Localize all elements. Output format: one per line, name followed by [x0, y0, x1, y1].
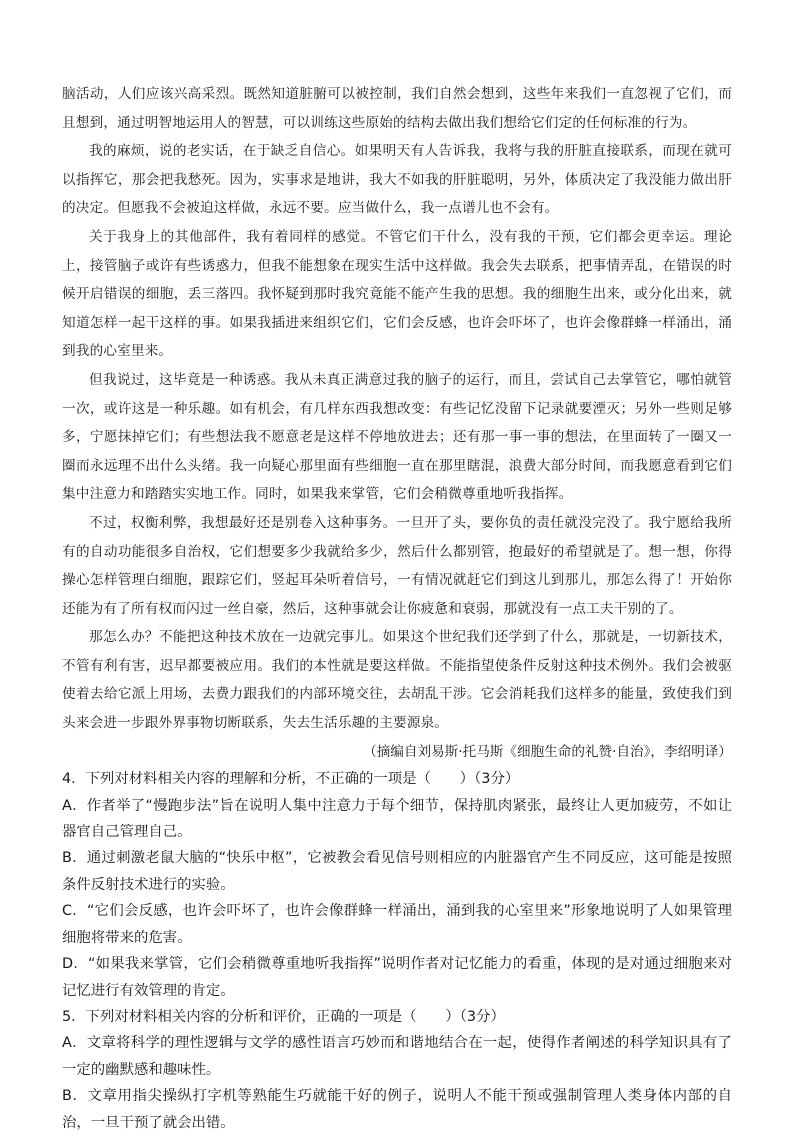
passage-paragraph-4: 但我说过，这毕竟是一种诱惑。我从未真正满意过我的脑子的运行，而且，尝试自己去掌管它，哪怕就管一次，或许这是一种乐趣。如有机会，有几样东西我想改变：有些记忆没留下记录就要湮灭；另外一些则足够多，宁愿抹掉它们；有些想法我不愿意老是这样不停地放进去；还有那一事一事的想法，在里面转了一圈又一圈而永远理不出什么头绪。我一向疑心那里面有些细胞一直在那里瞎混，浪费大部分时间，而我愿意看到它们集中注意力和踏踏实实地工作。同时，如果我来掌管，它们会稍微尊重地听我指挥。 — [62, 371, 732, 503]
question-5 — [62, 1004, 732, 1136]
question-stem: 5．下列对材料相关内容的分析和评价，正确的一项是（ ）（3分） — [62, 1008, 505, 1025]
question-option-b: B．通过刺激老鼠大脑的“快乐中枢”，它被教会看见信号则相应的内脏器官产生不同反应，这可能是按照条件反射技术进行的实验。 — [62, 850, 732, 893]
question-option-a: A．作者举了“慢跑步法”旨在说明人集中注意力于每个细节，保持肌肉紧张，最终让人更加疲劳，不如让器官自己管理自己。 — [62, 797, 732, 841]
passage-paragraph-1: 脑活动，人们应该兴高采烈。既然知道脏腑可以被控制，我们自然会想到，这些年来我们一直忽视了它们，而且想到，通过明智地运用人的智慧，可以训练这些原始的结构去做出我们想给它们定的任何标准的行为。 — [62, 86, 732, 131]
passage-paragraph-6: 那怎么办？不能把这种技术放在一边就完事儿。如果这个世纪我们还学到了什么，那就是，一切新技术，不管有利有害，迟早都要被应用。我们的本性就是要这样做。不能指望使条件反射这种技术例外。我们会被驱使着去给它派上用场，去费力跟我们的内部环境交往，去胡乱干涉。它会消耗我们这样多的能量，致使我们到头来会进一步跟外界事物切断联系，失去生活乐趣的主要源泉。 — [62, 629, 732, 732]
question-list — [62, 766, 732, 1136]
question-stem: 4．下列对材料相关内容的理解和分析，不正确的一项是（ ）（3分） — [62, 771, 520, 788]
exam-page — [62, 80, 732, 1136]
question-option-c: C．“它们会反感，也许会吓坏了，也许会像群蜂一样涌出，涌到我的心室里来”形象地说明了人如果管理细胞将带来的危害。 — [62, 903, 732, 946]
passage-source: （摘编自刘易斯·托马斯《细胞生命的礼赞·自治》，李绍明译） — [363, 743, 732, 760]
question-option-d: D．“如果我来掌管，它们会稍微尊重地听我指挥”说明作者对记忆能力的看重，体现的是对通过细胞来对记忆进行有效管理的肯定。 — [62, 956, 732, 999]
question-option-a: A．文章将科学的理性逻辑与文学的感性语言巧妙而和谐地结合在一起，使得作者阐述的科学知识具有了一定的幽默感和趣味性。 — [62, 1035, 732, 1078]
passage-paragraph-2: 我的麻烦，说的老实话，在于缺乏自信心。如果明天有人告诉我，我将与我的肝脏直接联系，而现在就可以指挥它，那会把我愁死。因为，实事求是地讲，我大不如我的肝脏聪明，另外，体质决定了我没能力做出肝的决定。但愿我不会被迫这样做，永远不要。应当做什么，我一点谱儿也不会有。 — [62, 143, 732, 217]
question-option-b: B．文章用指尖操纵打字机等熟能生巧就能干好的例子，说明人不能干预或强制管理人类身体内部的自治，一旦干预了就会出错。 — [62, 1088, 732, 1131]
passage-paragraph-5: 不过，权衡利弊，我想最好还是别卷入这种事务。一旦开了头，要你负的责任就没完没了。我宁愿给我所有的自动功能很多自治权，它们想要多少我就给多少，然后什么都别管，抱最好的希望就是了。想一想，你得操心怎样管理白细胞，跟踪它们，竖起耳朵听着信号，一有情况就赶它们到这儿到那儿，那怎么得了！开始你还能为有了所有权而闪过一丝自豪，然后，这种事就会让你疲惫和衰弱，那就没有一点工夫干别的了。 — [62, 514, 732, 617]
question-4 — [62, 766, 732, 1004]
reading-passage — [62, 80, 732, 738]
passage-paragraph-3: 关于我身上的其他部件，我有着同样的感觉。不管它们干什么，没有我的干预，它们都会更幸运。理论上，接管脑子或许有些诱惑力，但我不能想象在现实生活中这样做。我会失去联系，把事情弄乱，在错误的时候开启错误的细胞，丢三落四。我怀疑到那时我究竟能不能产生我的思想。我的细胞生出来，或分化出来，就知道怎样一起干这样的事。如果我插进来组织它们，它们会反感，也许会吓坏了，也许会像群蜂一样涌出，涌到我的心室里来。 — [62, 228, 732, 360]
